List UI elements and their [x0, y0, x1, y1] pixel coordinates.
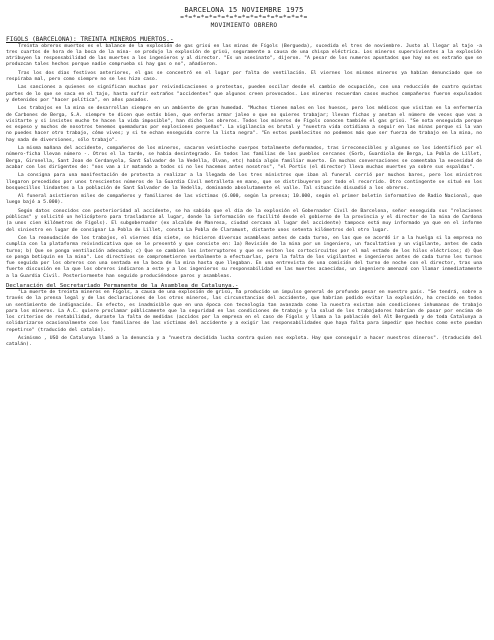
paragraph: Asimismo , USO de Catalunya llamó a la denuncia y a "nuestra decidida lucha contra quien nos explota. Hay que conseguir a hacer nuestros dineros". (traducido del catalán).	[6, 336, 482, 348]
paragraph: Las sanciones a quienes se significan muchas por reivindicaciones o protestas, pueden oscilar desde el cambio de ocupación, con una reducción de cuatro quintas partes de lo que se saca en el tajo, hasta sufrir extraños "accidentes" que algunos creen provocados. Los mineros recuerdan casos muchos compañeros fueron expulsados y detenidos por "hacer política", en años pasados.	[6, 85, 482, 103]
header-rule: =*=*=*=*=*=*=*=*=*=*=*=*=*=*=*=	[180, 14, 308, 21]
paragraph: La misma mañana del accidente, compañeros de los mineros, sacaron veintiocho cuerpos totalmente deformados, tras irreconocibles y algunos se los identificó por el número-ficha llevan número -. Otros el la tarde, se había desintegrado. En todos las familias de los pueblos cercanos (Sorb, Guardiola de Berga, La Pobla de Lillet, Berga, Gironella, Sant Joan de Cerdanyola, Sant Salvador de la Vedella, Olvan, etc) había algún familiar muerto. En muchas conversaciones se comentaba la necesidad de acabar con los dirigentes de: "nos van a ir matando a todos si no les hacemos antes nosotros", "el Portis (el director) lleva muchas muertes ya sobre sus espaldas".	[6, 146, 482, 170]
paragraph: Treinta obreros muertos es el balance de la explosión de gas grisú en las minas de Fígols (Bergueda), sucedida el tres de noviembre. Justo al llegar al tajo -a tres cuartos de hora de la boca de la mina- se produjo la explosión de grisú, seguramente a causa de una chispa eléctrica. Los mineros supervivientes a la explosión atribuyen la responsabilidad de las muertes a los ingenieros y al director. "Es un asesinato", dijeron. "A pesar de los numeros apuntados que hay no es extraño que se produzcan tales hechos porque nadie comprueba si hay gas o no", añadieron.	[6, 43, 482, 68]
section-label: MOVIMIENTO OBRERO	[210, 22, 278, 29]
paragraph: Tras los dos días festivos anteriores, el gas se concentró en el lugar por falta de ventilación. El viernes los mismos mineros ya habían denunciado que se respiraba mal, pero como siempre no se les hizo caso.	[6, 70, 482, 83]
paragraph: "La muerte de treinta mineros en Fígols, a causa de una explosión de grisú, ha producido un impulso general de profundo pesar en nuestro país. "Se tendrá, sobre a través de la prensa legal y de las declaraciones de los otros mineros, las circunstancias del accidente, que habrían podido evitar la explosión, ha crecido en todos un sentimiento de indignación. En efecto, es inadmisible que en una época con tecnología tan avanzada como la nuestra existan aún condiciones inhumanas de trabajo para los mineros. La A.C. quiere proclamar públicamente que la seguridad en las condiciones de trabajo y la salud de los trabajadores habrían de pasar por encima de los criterios de rentabilidad, durante la falta de medidas (accidos por la empresa en el caso de Fígols y llama a la población del Alt Berguedà y de toda Catalunya a solidarizarse ocasionalmente con los familiares de las víctimas del accidente y a exigir las responsabilidades que haya falta para impedir que hechos como este puedan repetirse" (traducido del catalán).	[6, 289, 482, 333]
date-line: BARCELONA 15 NOVIEMBRE 1975	[184, 6, 304, 14]
declaration-title: Declaración del Secretariado Permanente de la Asamblea de Catalunya.-	[6, 282, 239, 289]
paragraph: La consigna para una manifestación de protesta a realizar a la llegada de los tres ministros que iban al funeral corrió por muchos bares, pero los ministros llegaron precedidos por unos trescientos números de la Guardia Civil metralleta en mano, que se distribuyeron por todo el recorrido. Otro contingente se situó en los bosquecillos lindantes a la población de Sant Salvador de la Vedella, dominando absolutamente el valle. Tal situación disuadió a los obreros.	[6, 173, 482, 191]
paragraph: Según datos conocidos con posterioridad al accidente, se ha sabido que el día de la explosión el Gobernador Civil de Barcelona, señor enseguida sus "relaciones públicas" y solicitó un helicóptero para trasladarse al lugar, donde la información se facilitó desde el gobierno de la provincia y el director de la mina de Cardona (a unos cien kilómetros de Fígols). El subgobernador (ex alcalde de Manresa, ciudad cercana al lugar del accidente) tampoco está muy informado ya que en el informe del siniestro en lugar de consignar La Pobla de Lillet, consta La Pobla de Claramunt, distante unos setenta kilómetros del otro lugar.	[6, 208, 482, 233]
paragraph: Con la reanudación de los trabajos, el viernes día siete, se hicieron diversas asambleas antes de cada turno, en las que se acordó ir a la huelga si la empresa no cumplía con la plataforma reivindicativa que se le presentó y que consiste en: 1a) Revisión de la mina por un ingeniero, un facultativo y un vigilante, antes de cada turno; b) Que se ponga ventilación adecuada; c) Que se cambien los interruptores y que se eviten los cortocircuitos por el mal estado de los hilos eléctricos; d) Que se ponga botiquín en la mina". Los directivos se comprometieron verbalmente a efectuarlas, pero la falta de los vigilantes e ingenieros antes de cada turno les turnos fue seguida por los obreros con una sentada en la boca de la mina hasta que llegaban. En una entrevista de una comisión del turno de noche con el director, tras una fuerte discusión en la que los obreros indicaron a este y a los ingenieros su responsabilidad en las muertes acaecidas, un ingeniero amenazó con llamar inmediatamente a la Guardia Civil. Posteriormente han seguido produciéndose paros y asambleas.	[6, 235, 482, 279]
paragraph: Al funeral asistieron miles de compañeros y familiares de las víctimas (6.000, según la prensa; 10.000, según el primer boletín informativo de Radio Nacional, que luego bajó a 5.000).	[6, 194, 482, 206]
article-body	[6, 44, 482, 280]
document-header	[6, 6, 482, 30]
paragraph: Los trabajos en la mina se desarrollan siempre en un ambiente de gran humedad. "Muchos tienen males en los huesos, pero los médicos que visitan en la enfermería de Carbones de Berga, S.A. siempre te dicen que estás bien, que enferas armar jaleo o que no quieres trabajar; llevan fichas y anotan el número de veces que vas a visitarte y si insistes mucho te hacen la vida imposible", han dicho los obreros. Todos los mineros de Fígols conocen también el gas grisú. "Se nota enseguida porque es espeso y muchos de nosotros tenemos quemaduras por explosiones pequeñas". La vigilancia es brutal y "nuestra vida cotidiana a seguir en las minas porque si la van no puedes hacer otro trabajo, cómo vives; y si te echan enseguida corre la lista negra". "En estos pueblecitos no podemos más que ser fuerza de trabajo en la mina, no hay nada de diversiones, sólo trabajo".	[6, 106, 482, 143]
article-title: FIGOLS (BARCELONA): TREINTA MINEROS MUERTOS.-	[6, 36, 174, 43]
declaration-body	[6, 290, 482, 349]
